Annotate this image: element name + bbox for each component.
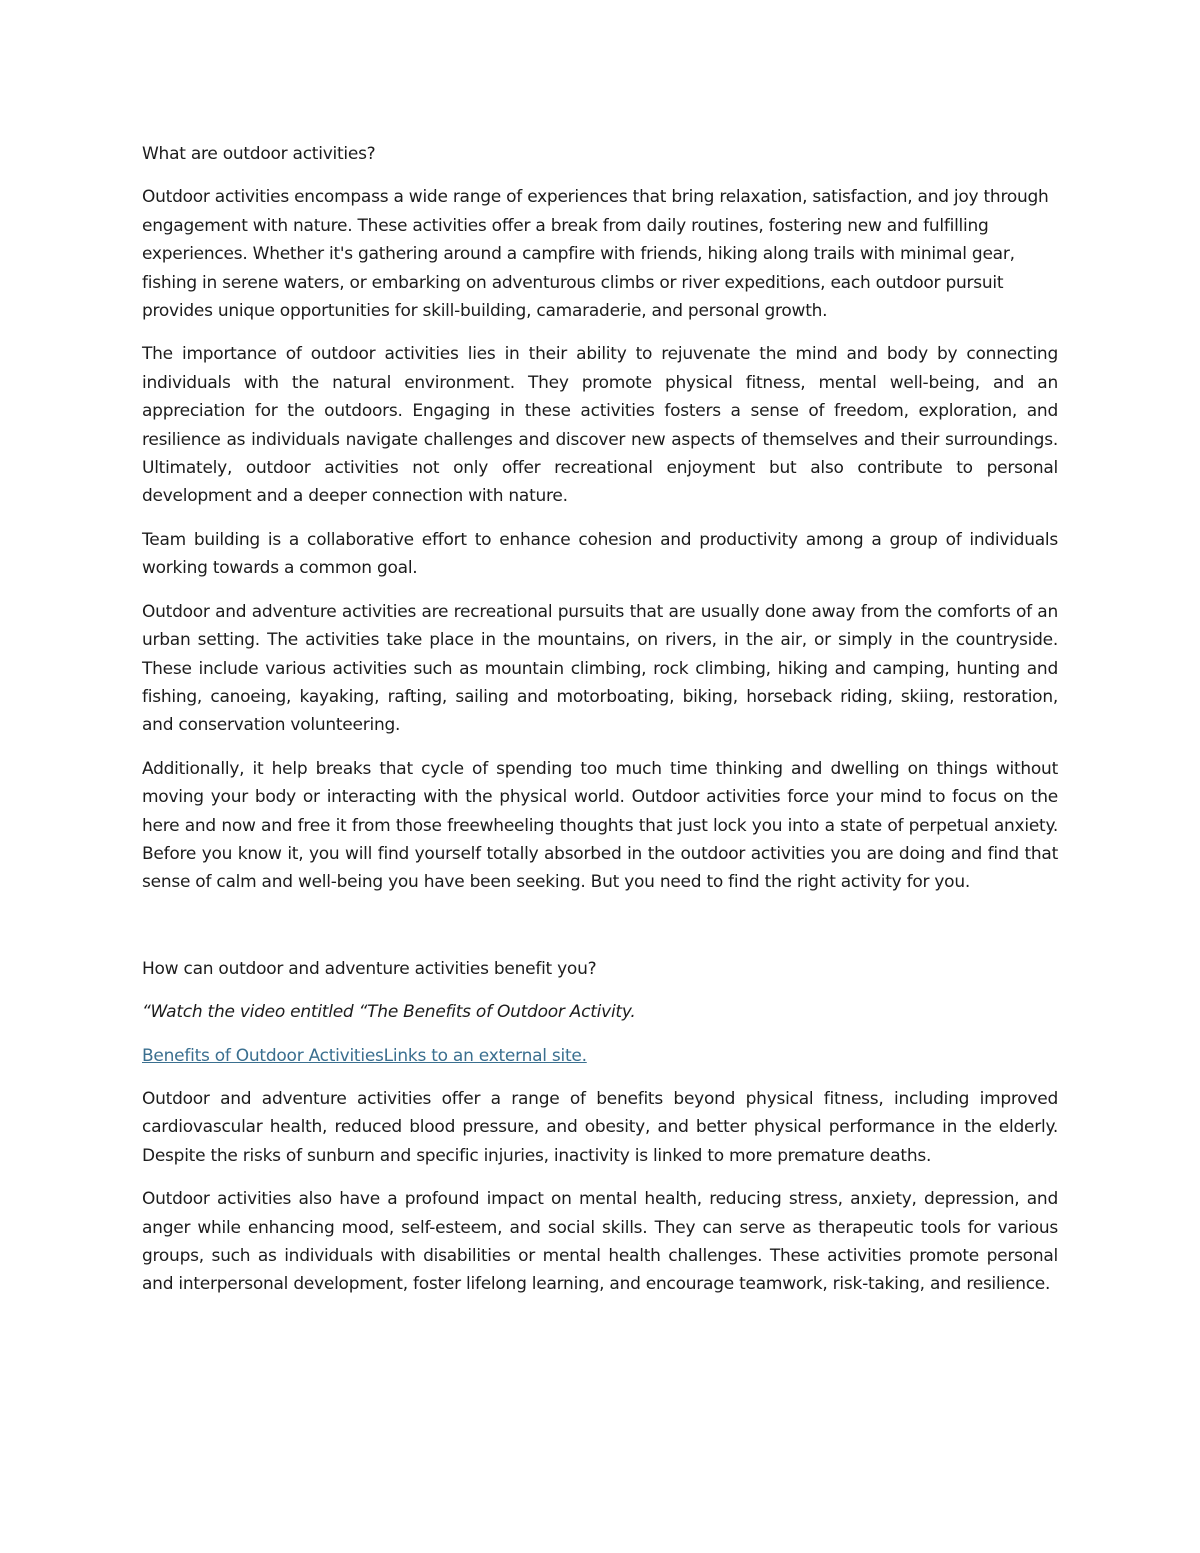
video-instruction: “Watch the video entitled “The Benefits of Outdoor Activity. [142,1002,636,1023]
paragraph-adventure-activities: Outdoor and adventure activities are recreational pursuits that are usually done away from the comforts of an urban setting. The activities take place in the mountains, on rivers, in the air, or simply in the countryside. These include various activities such as mountain climbing, rock climbing, hiking and camping, hunting and fishing, canoeing, kayaking, rafting, sailing and motorboating, biking, horseback riding, skiing, restoration, and conservation volunteering. [142,601,1058,736]
section-heading-benefits: How can outdoor and adventure activities benefit you? [142,958,597,979]
blank-line [142,912,1058,955]
benefits-external-link[interactable]: Benefits of Outdoor ActivitiesLinks to an external site. [142,1045,587,1066]
paragraph-additionally: Additionally, it help breaks that cycle of spending too much time thinking and dwelling on things without moving your body or interacting with the physical world. Outdoor activities force your mind to focus on the here and now and free it from those freewheeling thoughts that just lock you into a state of perpetual anxiety. Before you know it, you will find yourself totally absorbed in the outdoor activities you are doing and find that sense of calm and well-being you have been seeking. But you need to find the right activity for you. [142,758,1058,893]
section-heading-outdoor-activities: What are outdoor activities? [142,144,376,164]
paragraph-mental-benefits: Outdoor activities also have a profound impact on mental health, reducing stress, anxiety, depression, and anger while enhancing mood, self-esteem, and social skills. They can serve as therapeutic tools for various groups, such as individuals with disabilities or mental health challenges. These activities promote personal and interpersonal development, foster lifelong learning, and encourage teamwork, risk-taking, and resilience. [142,1189,1058,1295]
paragraph-team-building: Team building is a collaborative effort to enhance cohesion and productivity among a group of individuals working towards a common goal. [142,529,1058,579]
paragraph-definition: Outdoor activities encompass a wide range of experiences that bring relaxation, satisfaction, and joy through engagement with nature. These activities offer a break from daily routines, fostering new and fulfilling experiences. Whether it's gathering around a campfire with friends, hiking along trails with minimal gear, fishing in serene waters, or embarking on adventurous climbs or river expeditions, each outdoor pursuit provides unique opportunities for skill-building, camaraderie, and personal growth. [142,187,1049,322]
document-body [142,140,1058,1314]
paragraph-importance: The importance of outdoor activities lies in their ability to rejuvenate the mind and body by connecting individuals with the natural environment. They promote physical fitness, mental well-being, and an appreciation for the outdoors. Engaging in these activities fosters a sense of freedom, exploration, and resilience as individuals navigate challenges and discover new aspects of themselves and their surroundings. Ultimately, outdoor activities not only offer recreational enjoyment but also contribute to personal development and a deeper connection with nature. [142,344,1058,507]
paragraph-physical-benefits: Outdoor and adventure activities offer a range of benefits beyond physical fitness, including improved cardiovascular health, reduced blood pressure, and obesity, and better physical performance in the elderly. Despite the risks of sunburn and specific injuries, inactivity is linked to more premature deaths. [142,1088,1058,1166]
